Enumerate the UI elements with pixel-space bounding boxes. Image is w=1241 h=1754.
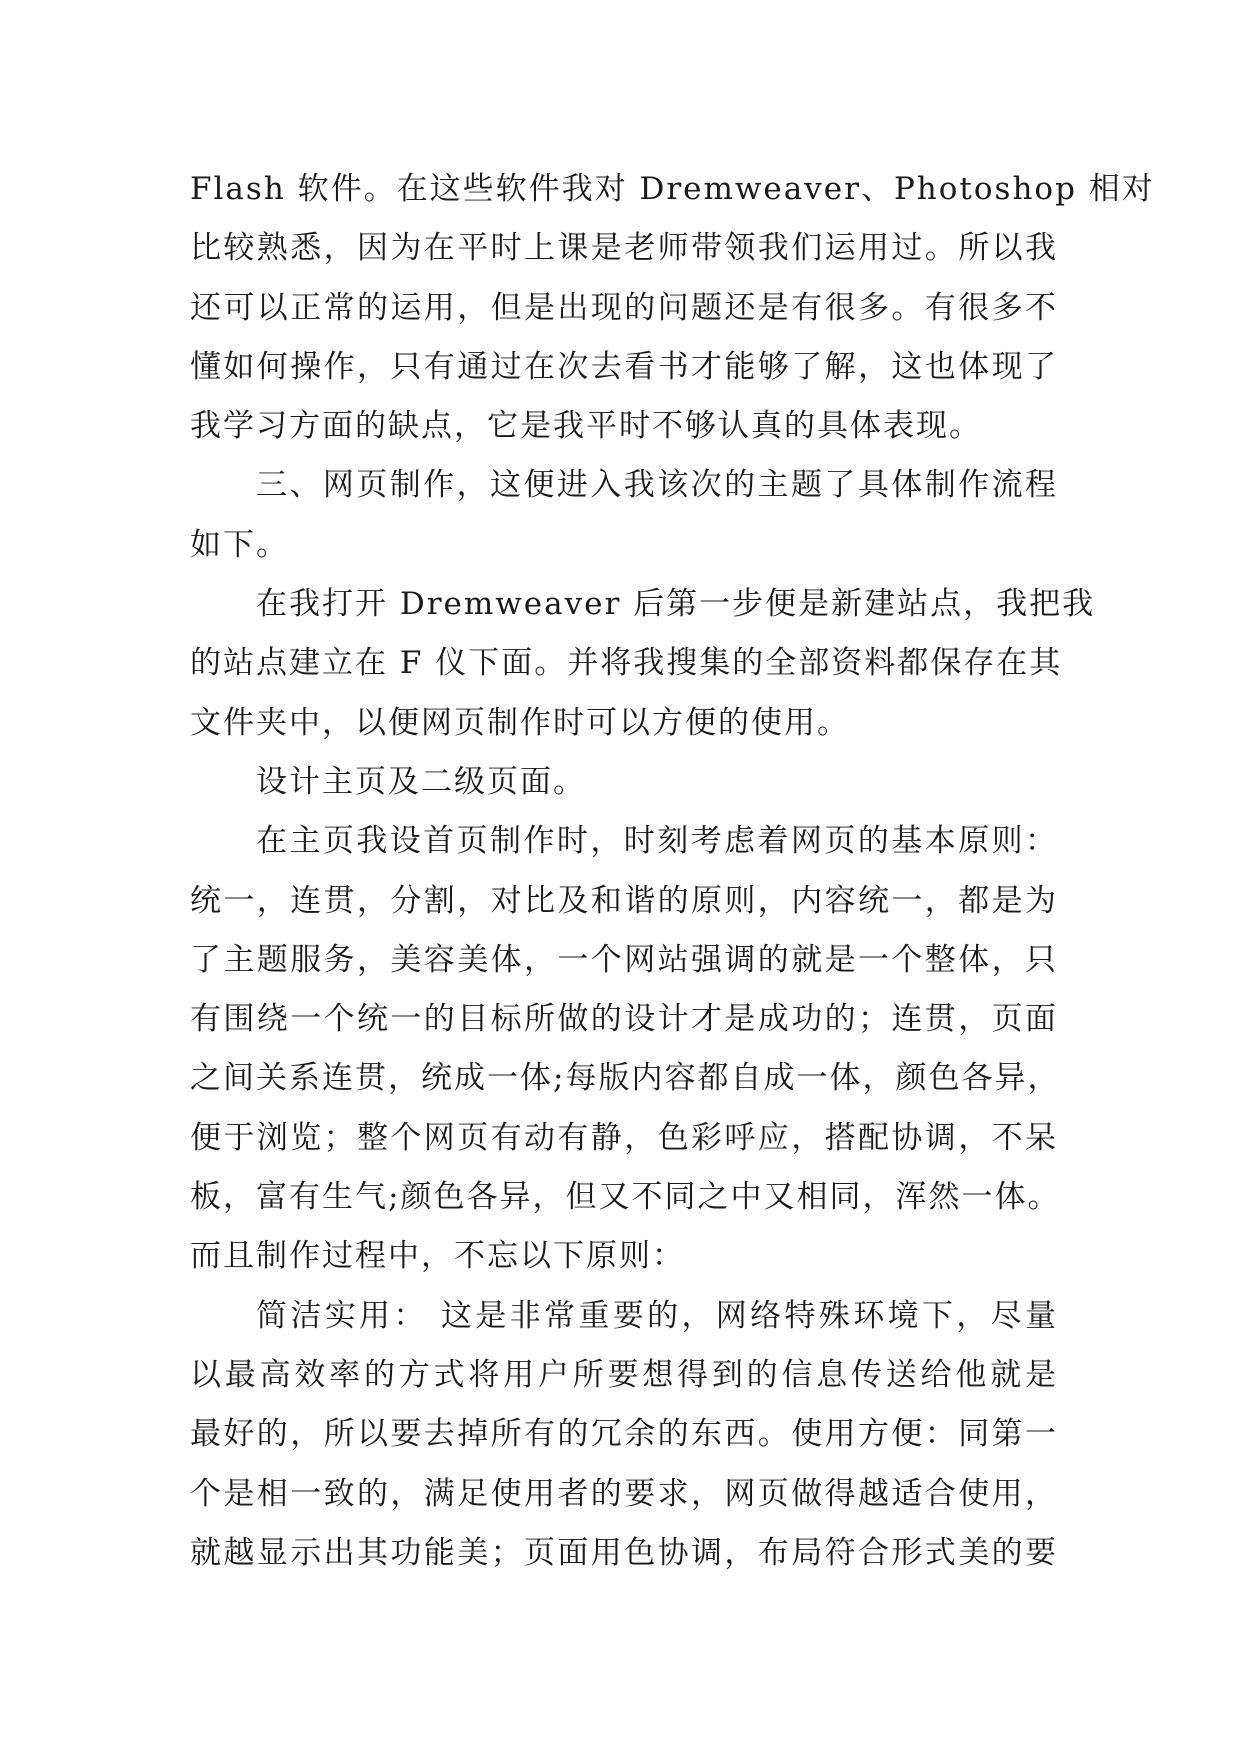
text-line: 便于浏览；整个网页有动有静，色彩呼应，搭配协调，不呆 bbox=[190, 1119, 1058, 1156]
text-line: 统一，连贯，分割，对比及和谐的原则，内容统一，都是为 bbox=[190, 882, 1058, 919]
text-line: 以最高效率的方式将用户所要想得到的信息传送给他就是 bbox=[190, 1356, 1058, 1393]
text-line: 之间关系连贯，统成一体;每版内容都自成一体，颜色各异， bbox=[190, 1060, 1061, 1097]
text-line: 最好的，所以要去掉所有的冗余的东西。使用方便：同第一 bbox=[190, 1416, 1058, 1453]
text-line: 板，富有生气;颜色各异，但又不同之中又相同，浑然一体。 bbox=[190, 1179, 1061, 1216]
text-line: 简洁实用： 这是非常重要的，网络特殊环境下，尽量 bbox=[256, 1297, 1058, 1334]
text-line: 就越显示出其功能美；页面用色协调，布局符合形式美的要 bbox=[190, 1534, 1058, 1571]
text-line: Flash 软件。在这些软件我对 Dremweaver、Photoshop 相对 bbox=[190, 171, 1155, 207]
text-line: 比较熟悉，因为在平时上课是老师带领我们运用过。所以我 bbox=[190, 230, 1058, 267]
text-line: 我学习方面的缺点，它是我平时不够认真的具体表现。 bbox=[190, 408, 982, 445]
text-line: 在主页我设首页制作时，时刻考虑着网页的基本原则： bbox=[256, 823, 1058, 860]
text-line: 三、网页制作，这便进入我该次的主题了具体制作流程 bbox=[256, 467, 1058, 504]
body-text bbox=[190, 160, 1155, 1583]
text-line: 个是相一致的，满足使用者的要求，网页做得越适合使用， bbox=[190, 1475, 1058, 1512]
text-line: 在我打开 Dremweaver 后第一步便是新建站点，我把我 bbox=[256, 586, 1096, 623]
text-line: 而且制作过程中，不忘以下原则： bbox=[190, 1238, 685, 1275]
text-line: 的站点建立在 F 仪下面。并将我搜集的全部资料都保存在其 bbox=[190, 645, 1063, 682]
text-line: 懂如何操作，只有通过在次去看书才能够了解，这也体现了 bbox=[190, 348, 1058, 385]
text-line: 有围绕一个统一的目标所做的设计才是成功的；连贯，页面 bbox=[190, 1001, 1058, 1038]
text-line: 还可以正常的运用，但是出现的问题还是有很多。有很多不 bbox=[190, 289, 1058, 326]
text-line: 设计主页及二级页面。 bbox=[256, 763, 586, 800]
text-line: 文件夹中，以便网页制作时可以方便的使用。 bbox=[190, 704, 850, 741]
text-line: 了主题服务，美容美体，一个网站强调的就是一个整体，只 bbox=[190, 941, 1058, 978]
text-line: 如下。 bbox=[190, 526, 289, 563]
